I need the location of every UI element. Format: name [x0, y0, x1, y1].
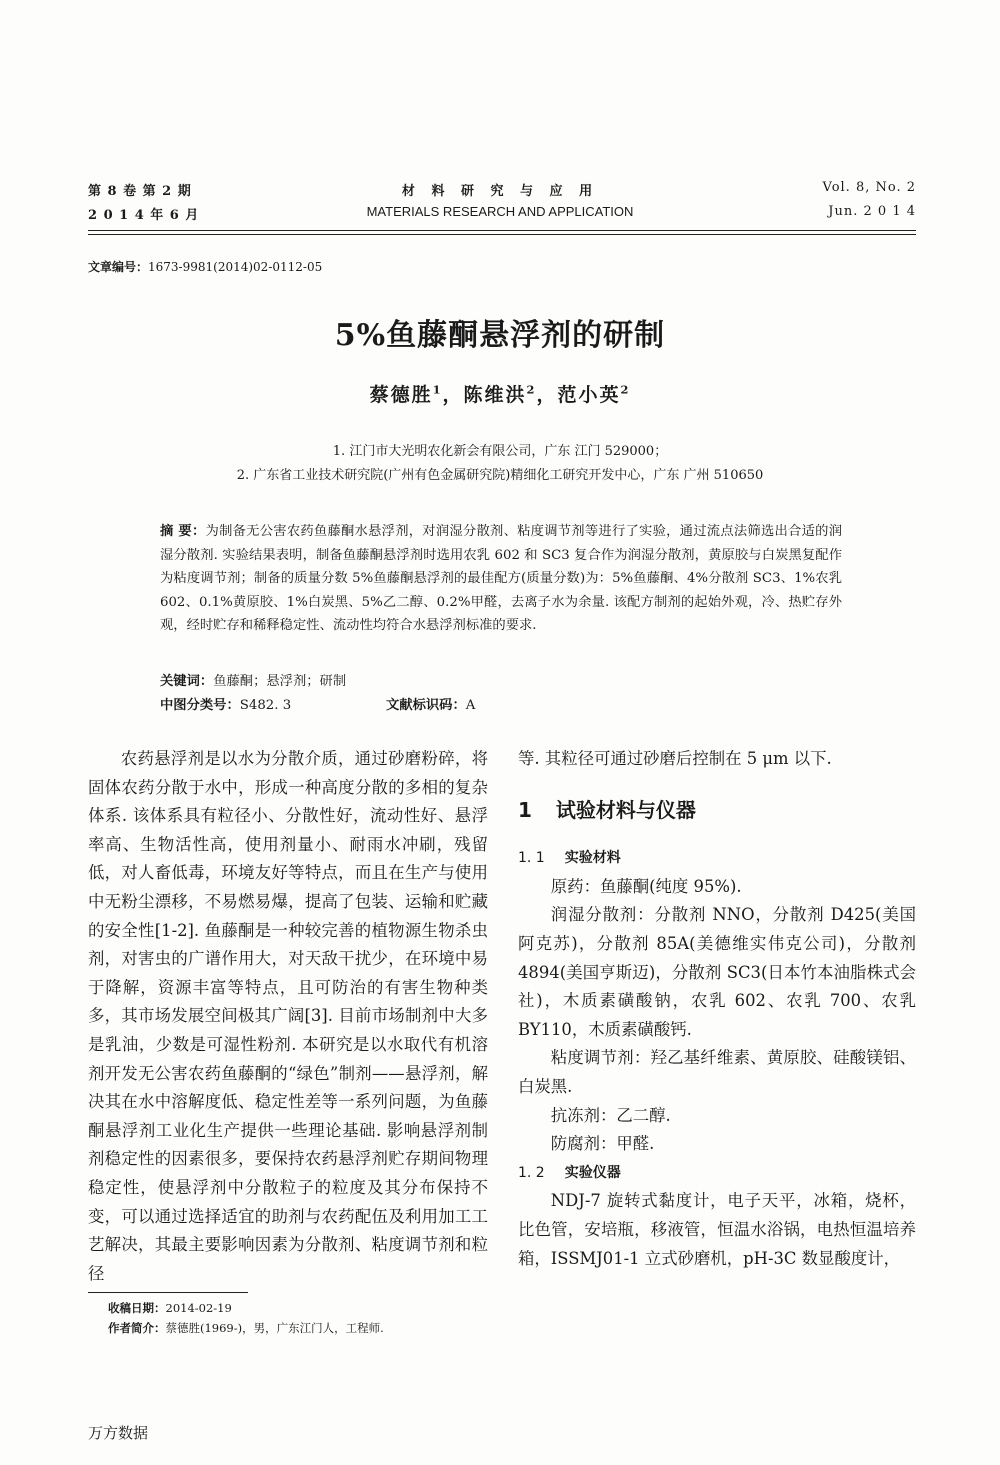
subsection-1-1-heading: [518, 844, 916, 873]
abstract-label: 摘 要：: [160, 524, 206, 539]
subsection-1-2-title: 实验仪器: [564, 1164, 621, 1181]
footnote-author: [108, 1318, 384, 1338]
doc-code: [386, 694, 475, 718]
header-rule-bottom: [88, 234, 916, 235]
subsection-1-2-heading: [518, 1159, 916, 1188]
affiliation-2: 2. 广东省工业技术研究院(广州有色金属研究院)精细化工研究开发中心，广东 广州 510650: [236, 468, 764, 483]
article-number: [88, 258, 322, 275]
header-date-en: Jun. 2 0 1 4: [828, 204, 916, 219]
received-value: 2014-02-19: [165, 1301, 232, 1315]
subsection-1-2-number: 1. 2: [518, 1164, 545, 1181]
journal-title-cn: 材 料 研 究 与 应 用: [401, 184, 599, 199]
watermark: 万方数据: [88, 1424, 149, 1442]
article-title: 5%鱼藤酮悬浮剂的研制: [334, 318, 666, 353]
header-rule-top: [88, 230, 916, 231]
affiliation-1: 1. 江门市大光明农化新会有限公司，广东 江门 529000；: [332, 444, 668, 459]
instruments-paragraph: NDJ-7 旋转式黏度计，电子天平，冰箱，烧杯，比色管，安培瓶，移液管，恒温水浴锅，电热恒温培养箱，ISSMJ01-1 立式砂磨机，pH-3C 数显酸度计，: [518, 1191, 916, 1268]
material-item: 润湿分散剂：分散剂 NNO，分散剂 D425(美国阿克苏)，分散剂 85A(美德维实伟克公司)，分散剂 4894(美国亨斯迈)，分散剂 SC3(日本竹本油脂株式会社)，木质素磺酸钠，农乳 602、农乳 700、农乳 BY110，木质素磺酸钙.: [518, 905, 916, 1039]
doc-code-label: 文献标识码：: [386, 698, 466, 713]
doc-code-value: A: [465, 698, 476, 713]
header-date-cn: 2 0 1 4 年 6 月: [88, 208, 200, 223]
journal-title-en: MATERIALS RESEARCH AND APPLICATION: [366, 204, 634, 219]
author-bio-label: 作者简介：: [108, 1321, 166, 1335]
authors: 蔡德胜$^1$，陈维洪$^2$，范小英$^2$: [369, 382, 631, 406]
footnote-received: [108, 1298, 232, 1318]
section-1-heading: [518, 796, 916, 825]
abstract-text: 为制备无公害农药鱼藤酮水悬浮剂，对润湿分散剂、粘度调节剂等进行了实验，通过流点法筛选出合适的润湿分散剂. 实验结果表明，制备鱼藤酮悬浮剂时选用农乳 602 和 SC3 复合作为润湿分散剂，黄原胶与白炭黑复配作为粘度调节剂；制备的质量分数 5%鱼藤酮悬浮剂的最佳配方(质量分数)为：5%鱼藤酮、4%分散剂 SC3、1%农乳 602、0.1%黄原胶、1%白炭黑、5%乙二醇、0.2%甲醛，去离子水为余量. 该配方制剂的起始外观，冷、热贮存外观，经时贮存和稀释稳定性、流动性均符合水悬浮剂标准的要求.: [160, 524, 842, 633]
material-item: 防腐剂：甲醛.: [550, 1134, 655, 1154]
material-item: 原药：鱼藤酮(纯度 95%).: [550, 876, 742, 896]
section-1-title: 试验材料与仪器: [555, 797, 696, 822]
author-bio-value: 蔡德胜(1969-)，男，广东江门人，工程师.: [165, 1321, 384, 1335]
footnote-rule: [88, 1292, 248, 1293]
subsection-1-1-title: 实验材料: [564, 850, 621, 867]
continuation-text: 等. 其粒径可通过砂磨后控制在 5 μm 以下.: [518, 749, 832, 768]
classification: [160, 694, 842, 718]
material-item: 抗冻剂：乙二醇.: [550, 1105, 671, 1125]
intro-paragraph: 农药悬浮剂是以水为分散介质，通过砂磨粉碎，将固体农药分散于水中，形成一种高度分散的多相的复杂体系. 该体系具有粒径小、分散性好，流动性好、悬浮率高、生物活性高，使用剂量小、耐雨水冲刷，残留低，对人畜低毒，环境友好等特点，而且在生产与使用中无粉尘漂移，不易燃易爆，提高了包装、运输和贮藏的安全性[1-2]. 鱼藤酮是一种较完善的植物源生物杀虫剂，对害虫的广谱作用大，对天敌干扰少，在环境中易于降解，资源丰富等特点，且可防治的有害生物种类多，其市场发展空间极其广阔[3]. 目前市场制剂中大多是乳油，少数是可湿性粉剂. 本研究是以水取代有机溶剂开发无公害农药鱼藤酮的“绿色”制剂——悬浮剂，解决其在水中溶解度低、稳定性差等一系列问题，为鱼藤酮悬浮剂工业化生产提供一些理论基础. 影响悬浮剂制剂稳定性的因素很多，要保持农药悬浮剂贮存期间物理稳定性，使悬浮剂中分散粒子的粒度及其分布保持不变，可以通过选择适宜的助剂与农药配伍及利用加工工艺解决，其最主要影响因素为分散剂、粘度调节剂和粒径: [88, 749, 488, 1283]
clc-label: 中图分类号：: [160, 698, 240, 713]
article-number-label: 文章编号：: [88, 260, 149, 274]
left-column: [88, 745, 488, 1288]
section-1-number: 1: [518, 797, 532, 822]
clc-value: S482. 3: [239, 698, 292, 713]
header-volume: 第 8 卷 第 2 期: [88, 184, 192, 199]
keywords: [160, 670, 842, 694]
header-volume-en: Vol. 8, No. 2: [822, 180, 916, 195]
right-column: [518, 745, 916, 1273]
abstract: [160, 520, 842, 638]
subsection-1-1-number: 1. 1: [518, 850, 545, 867]
article-number-value: 1673-9981(2014)02-0112-05: [148, 260, 323, 274]
keywords-label: 关键词：: [160, 674, 214, 689]
material-item: 粘度调节剂：羟乙基纤维素、黄原胶、硅酸镁铝、白炭黑.: [518, 1048, 916, 1096]
keywords-value: 鱼藤酮；悬浮剂；研制: [213, 674, 347, 689]
received-label: 收稿日期：: [108, 1301, 166, 1315]
